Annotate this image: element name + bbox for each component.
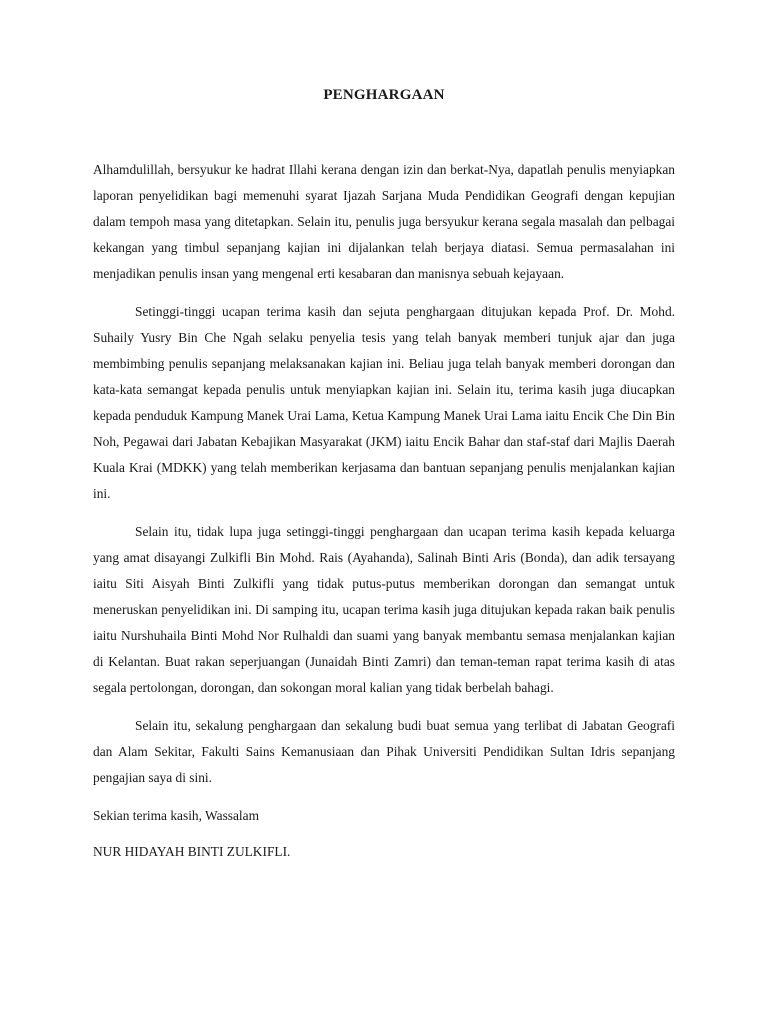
closing-line: Sekian terima kasih, Wassalam	[93, 808, 260, 823]
paragraph-supervisor: Setinggi-tinggi ucapan terima kasih dan sejuta penghargaan ditujukan kepada Prof. Dr. Mohd. Suhaily Yusry Bin Che Ngah selaku penyelia tesis yang telah banyak memberi tunjuk ajar dan juga membimbing penulis sepanjang melaksanakan kajian ini. Beliau juga telah banyak memberi dorongan dan kata-kata semangat kepada penulis untuk menyiapkan kajian ini. Selain itu, terima kasih juga diucapkan kepada penduduk Kampung Manek Urai Lama, Ketua Kampung Manek Urai Lama iaitu Encik Che Din Bin Noh, Pegawai dari Jabatan Kebajikan Masyarakat (JKM) iaitu Encik Bahar dan staf-staf dari Majlis Daerah Kuala Krai (MDKK) yang telah memberikan kerjasama dan bantuan sepanjang penulis menjalankan kajian ini.	[93, 304, 675, 501]
paragraph-family: Selain itu, tidak lupa juga setinggi-tinggi penghargaan dan ucapan terima kasih kepada keluarga yang amat disayangi Zulkifli Bin Mohd. Rais (Ayahanda), Salinah Binti Aris (Bonda), dan adik tersayang iaitu Siti Aisyah Binti Zulkifli yang tidak putus-putus memberikan dorongan dan semangat untuk meneruskan penyelidikan ini. Di samping itu, ucapan terima kasih juga ditujukan kepada rakan baik penulis iaitu Nurshuhaila Binti Mohd Nor Rulhaldi dan suami yang banyak membantu semasa menjalankan kajian di Kelantan. Buat rakan seperjuangan (Junaidah Binti Zamri) dan teman-teman rapat terima kasih di atas segala pertolongan, dorongan, dan sokongan moral kalian yang tidak berbelah bahagi.	[93, 524, 675, 695]
paragraph-gratitude: Alhamdulillah, bersyukur ke hadrat Illahi kerana dengan izin dan berkat-Nya, dapatlah penulis menyiapkan laporan penyelidikan bagi memenuhi syarat Ijazah Sarjana Muda Pendidikan Geografi dengan kepujian dalam tempoh masa yang ditetapkan. Selain itu, penulis juga bersyukur kerana segala masalah dan pelbagai kekangan yang timbul sepanjang kajian ini dijalankan telah berjaya diatasi. Semua permasalahan ini menjadikan penulis insan yang mengenal erti kesabaran dan manisnya sebuah kejayaan.	[93, 162, 675, 281]
document-body	[93, 157, 675, 865]
paragraph-department: Selain itu, sekalung penghargaan dan sekalung budi buat semua yang terlibat di Jabatan Geografi dan Alam Sekitar, Fakulti Sains Kemanusiaan dan Pihak Universiti Pendidikan Sultan Idris sepanjang pengajian saya di sini.	[93, 718, 675, 785]
author-signature: NUR HIDAYAH BINTI ZULKIFLI.	[93, 844, 291, 859]
page-title: PENGHARGAAN	[323, 87, 445, 103]
